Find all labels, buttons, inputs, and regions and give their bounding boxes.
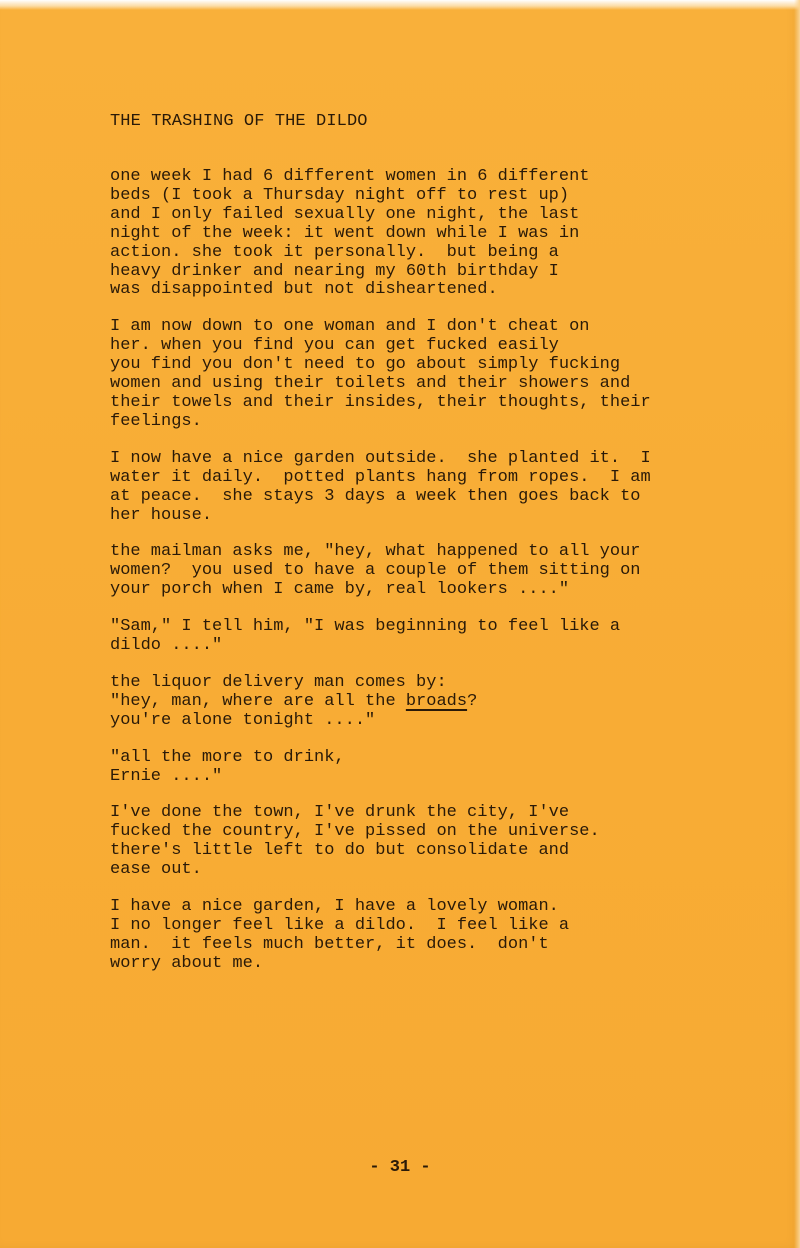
- text-line: beds (I took a Thursday night off to rest up): [110, 185, 570, 205]
- text-line: dildo ....": [110, 636, 223, 656]
- text-line: I've done the town, I've drunk the city, I've: [110, 803, 570, 823]
- text-line: women and using their toilets and their showers and: [110, 374, 631, 394]
- stanza-5: [110, 618, 770, 656]
- text-line: worry about me.: [110, 953, 264, 973]
- stanza-8: [110, 804, 770, 880]
- text-line: I now have a nice garden outside. she planted it. I: [110, 448, 651, 468]
- text-line: Ernie ....": [110, 766, 223, 786]
- poem-title: THE TRASHING OF THE DILDO: [110, 112, 368, 131]
- text-line: one week I had 6 different women in 6 different: [110, 167, 590, 186]
- text-line: her house.: [110, 505, 213, 525]
- stanza-6: [110, 674, 770, 731]
- stanza-2: [110, 318, 770, 431]
- text-line: action. she took it personally. but being a: [110, 242, 559, 262]
- text-line: ease out.: [110, 860, 202, 880]
- text-line: and I only failed sexually one night, the last: [110, 204, 580, 224]
- text-fragment: "hey, man, where are all the: [110, 691, 406, 711]
- text-line-with-underline: [110, 693, 770, 712]
- poem-body: [110, 168, 770, 992]
- text-line: heavy drinker and nearing my 60th birthday I: [110, 261, 559, 281]
- text-line: was disappointed but not disheartened.: [110, 280, 498, 300]
- text-line: there's little left to do but consolidate and: [110, 841, 570, 861]
- text-line: women? you used to have a couple of them sitting on: [110, 561, 641, 581]
- page-number: - 31 -: [369, 1158, 431, 1177]
- text-line: your porch when I came by, real lookers ....": [110, 580, 570, 600]
- text-line: their towels and their insides, their thoughts, their: [110, 392, 651, 412]
- text-line: I no longer feel like a dildo. I feel like a: [110, 916, 570, 935]
- text-line: "all the more to drink,: [110, 747, 345, 767]
- stanza-4: [110, 543, 770, 600]
- stanza-7: [110, 749, 770, 787]
- text-line: night of the week: it went down while I was in: [110, 223, 580, 243]
- text-fragment: ?: [467, 691, 478, 711]
- paper-right-edge: [794, 0, 800, 1248]
- text-line: man. it feels much better, it does. don't: [110, 934, 549, 954]
- text-line: water it daily. potted plants hang from ropes. I am: [110, 467, 651, 487]
- text-line: fucked the country, I've pissed on the universe.: [110, 822, 600, 842]
- stanza-9: [110, 898, 770, 974]
- text-line: "Sam," I tell him, "I was beginning to feel like a: [110, 617, 621, 637]
- text-line: feelings.: [110, 411, 202, 431]
- underlined-word: broads: [405, 691, 468, 711]
- paper-top-edge: [0, 0, 800, 10]
- text-line: at peace. she stays 3 days a week then goes back to: [110, 486, 641, 506]
- text-line: you're alone tonight ....": [110, 710, 376, 730]
- text-line: her. when you find you can get fucked easily: [110, 336, 559, 356]
- text-line: I am now down to one woman and I don't cheat on: [110, 317, 590, 337]
- text-line: the liquor delivery man comes by:: [110, 672, 447, 692]
- stanza-3: [110, 450, 770, 526]
- stanza-1: [110, 168, 770, 300]
- text-line: I have a nice garden, I have a lovely woman.: [110, 897, 559, 917]
- text-line: the mailman asks me, "hey, what happened to all your: [110, 542, 641, 562]
- text-line: you find you don't need to go about simply fucking: [110, 355, 621, 375]
